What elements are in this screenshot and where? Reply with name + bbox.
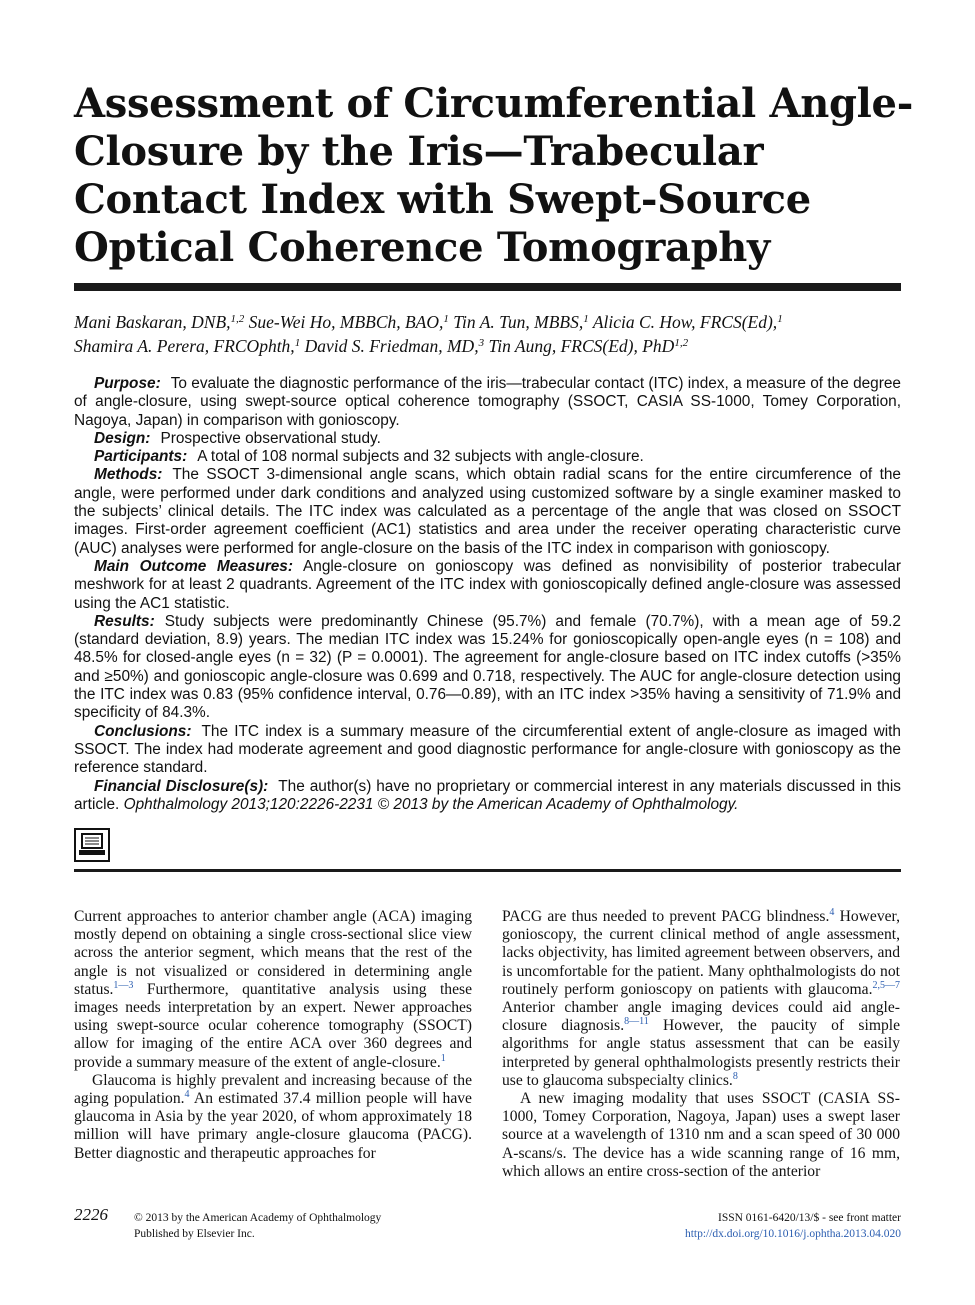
footer-copyright (134, 1210, 381, 1242)
affiliation-ref[interactable]: 1 (777, 313, 783, 325)
section-text: Study subjects were predominantly Chinese (95.7%) and female (70.7%), with a mean age of 59.2 (standard deviation, 8.9) years. The median ITC index was 15.24% for gonioscopically open-angle eyes (n = 108) and 48.5% for closed-angle eyes (n = 32) (P = 0.0001). The agreement for angle-closure based on ITC index cutoffs (>35% and ≥50%) and gonioscopic angle-closure was 0.699 and 0.718, respectively. The AUC for angle-closure detection using the ITC index was 0.83 (95% confidence interval, 0.76—0.89), with an ITC index >35% having a sensitivity of 71.9% and specificity of 84.3%. (74, 612, 901, 722)
affiliation-ref[interactable]: 1 (443, 313, 449, 325)
page-number: 2226 (74, 1205, 108, 1224)
body-text: Anterior chamber angle imaging devices could aid angle-closure diagnosis. (502, 999, 900, 1035)
section-label: Methods: (94, 466, 163, 484)
author: Mani Baskaran, DNB, (74, 312, 231, 332)
section-label: Main Outcome Measures: (94, 557, 293, 575)
publisher-line: Published by Elsevier Inc. (134, 1228, 255, 1240)
footer-identifiers (685, 1210, 901, 1242)
section-text: Prospective observational study. (160, 429, 381, 447)
section-label: Results: (94, 612, 155, 630)
affiliation-ref[interactable]: 1,2 (230, 313, 245, 325)
affiliation-ref[interactable]: 1 (583, 313, 589, 325)
reference-link[interactable]: 4 (184, 1089, 190, 1101)
abstract-results (74, 613, 901, 723)
title-divider (74, 283, 901, 291)
author: Tin A. Tun, MBBS, (453, 312, 584, 332)
affiliation-ref[interactable]: 1,2 (674, 337, 689, 349)
reference-link[interactable]: 4 (829, 907, 835, 918)
abstract-participants (74, 448, 901, 466)
abstract-methods (74, 466, 901, 557)
section-text: The author(s) have no proprietary or commercial interest in any materials discussed in this article. (74, 777, 901, 813)
copyright-line: © 2013 by the American Academy of Ophthalmology (134, 1212, 382, 1224)
section-text: A total of 108 normal subjects and 32 subjects with angle-closure. (197, 448, 644, 466)
section-text: The SSOCT 3-dimensional angle scans, which obtain radial scans for the entire circumference of the angle, were performed under dark conditions and analyzed using customized software by a single examiner masked to the subjects’ clinical details. The ITC index was calculated as a percentage of the angle that was closed on SSOCT images. First-order agreement coefficient (AC1) statistics and area under the receiver operating characteristic curve (AUC) analyses were performed for angle-closure on the basis of the ITC index in comparison with gonioscopy. (74, 466, 901, 557)
monitor-icon[interactable] (74, 828, 110, 862)
body-text: An estimated 37.4 million people will have glaucoma in Asia by the year 2020, of whom approximately 18 million will have primary angle-closure glaucoma (PACG). Better diagnostic and therapeutic approaches for (74, 1090, 472, 1162)
body-text: However, gonioscopy, the current clinical method of angle assessment, lacks objectivity, has limited agreement between observers, and is uncomfortable for the patient. Many ophthalmologists do not routinely perform gonioscopy on patients with glaucoma. (502, 908, 901, 998)
author: David S. Friedman, MD, (304, 336, 479, 356)
citation: Ophthalmology 2013;120:2226-2231 © 2013 by the American Academy of Ophthalmology. (123, 795, 739, 813)
body-text: Current approaches to anterior chamber angle (ACA) imaging mostly depend on obtaining a single cross-sectional slice view across the anterior segment, which means that the rest of the angle is not visualized or considered in determining angle status. (74, 908, 472, 998)
abstract-disclosure (74, 778, 901, 815)
body-text: Glaucoma is highly prevalent and increasing because of the aging population. (74, 1071, 472, 1108)
author-line-1 (74, 310, 904, 334)
abstract-divider (74, 869, 901, 872)
author: Sue-Wei Ho, MBBCh, BAO, (248, 312, 444, 332)
section-text: The ITC index is a summary measure of the circumferential extent of angle-closure as imaged with SSOCT. The index had moderate agreement and good diagnostic performance for angle-closure with gonioscopy as the reference standard. (74, 722, 901, 777)
abstract-design (74, 430, 901, 448)
abstract-purpose (74, 375, 901, 430)
affiliation-ref[interactable]: 1 (294, 337, 301, 349)
monitor-icon-graphic (76, 830, 108, 860)
section-text: Angle-closure on gonioscopy was defined as nonvisibility of posterior trabecular meshwork for at least 2 quadrants. Agreement of the ITC index with gonioscopically defined angle-closure was assessed using the AC1 statistic. (74, 557, 901, 612)
affiliation-ref[interactable]: 3 (478, 337, 485, 349)
reference-link[interactable]: 1—3 (113, 979, 134, 991)
section-label: Financial Disclosure(s): (94, 777, 269, 795)
section-label: Conclusions: (94, 722, 192, 740)
author-line-2 (74, 334, 904, 358)
body-paragraph: A new imaging modality that uses SSOCT (CASIA SS-1000, Tomey Corporation, Nagoya, Japan) uses a swept laser source at a wavelength of 1310 nm and a scan speed of 30 000 A-scans/s. The device has a wide scanning range of 16 mm, which allows an entire cross-section of the anterior (502, 1090, 900, 1180)
abstract-outcome (74, 558, 901, 613)
section-label: Participants: (94, 448, 188, 466)
author: Shamira A. Perera, FRCOphth, (74, 336, 295, 356)
author: Tin Aung, FRCS(Ed), PhD (488, 336, 675, 356)
article-title: Assessment of Circumferential Angle-Closure by the Iris—Trabecular Contact Index with Swept-Source Optical Coherence Tomography (74, 80, 914, 271)
body-paragraph (74, 908, 472, 1072)
body-paragraph (74, 1072, 472, 1163)
author: Alicia C. How, FRCS(Ed), (592, 312, 778, 332)
reference-link[interactable]: 8—11 (624, 1016, 649, 1028)
body-paragraph (502, 908, 900, 1090)
issn-line: ISSN 0161-6420/13/$ - see front matter (717, 1212, 901, 1224)
reference-link[interactable]: 8 (732, 1070, 738, 1082)
body-text: However, the paucity of simple algorithms for angle status assessment that can be easily interpreted by general ophthalmologists presently restricts their use to glaucoma subspecialty clinics. (502, 1017, 900, 1089)
section-label: Purpose: (94, 375, 161, 392)
section-label: Design: (94, 429, 151, 447)
body-column-left (74, 908, 472, 1163)
section-text: To evaluate the diagnostic performance of the iris—trabecular contact (ITC) index, a measure of the degree of angle-closure, using swept-source optical coherence tomography (SSOCT, CASIA SS-1000, Tomey Corporation, Nagoya, Japan) in comparison with gonioscopy. (74, 375, 901, 429)
body-text: PACG are thus needed to prevent PACG blindness. (502, 908, 830, 925)
abstract-conclusions (74, 723, 901, 778)
doi-link[interactable]: http://dx.doi.org/10.1016/j.ophtha.2013.04.020 (684, 1228, 901, 1240)
reference-link[interactable]: 1 (440, 1052, 446, 1064)
abstract (74, 375, 901, 814)
reference-link[interactable]: 2,5—7 (872, 979, 900, 991)
body-column-right (502, 908, 900, 1181)
body-text: Furthermore, quantitative analysis using these images needs interpretation by an expert. Newer approaches using swept-source ocular coherence tomography (SSOCT) allow for imaging of the entire ACA over 360 degrees and provide a summary measure of the extent of angle-closure. (74, 980, 472, 1071)
author-list (74, 310, 904, 358)
